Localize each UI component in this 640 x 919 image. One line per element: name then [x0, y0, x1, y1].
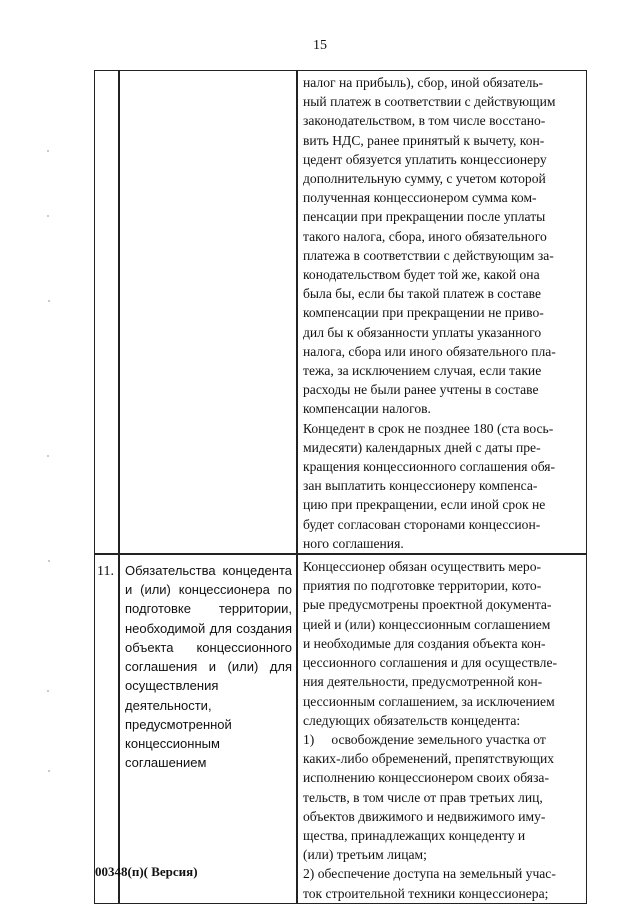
content-paragraph: Концедент в срок не позднее 180 (ста вось- мидесяти) календарных дней с даты пре- кращения концессионного соглашения обя- зан выплатить концессионеру компенса- цию при прекращении, если иной срок не будет согласован сторонами концессион- ного соглашения. — [303, 420, 556, 551]
scan-speck — [47, 150, 49, 152]
row-name-cell — [119, 70, 297, 554]
row-number-cell — [94, 70, 119, 554]
content-paragraph: 1) освобождение земельного участка от каких-либо обременений, препятствующих исполнению концессионером своих обяза- тельств, в том числе от прав третьих лиц, объектов движимого и недвижимого иму- щества, принадлежащих концеденту и (или) третьим лицам; — [303, 731, 555, 863]
row-name: Обязательства концедента и (или) концессионера по подготовке территории, необходимой для создания объекта концессионного соглашения и (или) для осуществления деятельности, предусмотренной концессионным соглашением — [119, 554, 297, 904]
content-paragraph: налог на прибыль), сбор, иной обязатель- ный платеж в соответствии с действующим законодательством, в том числе восстано- вить НДС, ранее принятый к вычету, кон- цедент обязуется уплатить концессионеру дополнительную сумму, с учетом которой полученная концессионером сумма ком- пенсации при прекращении после уплаты такого налога, сбора, иного обязательного платежа в соответствии с действующим за- конодательством будет той же, какой она была бы, если бы такой платеж в составе компенсации при прекращении не приво- дил бы к обязанности уплаты указанного налога, сбора или иного обязательного пла- тежа, за исключением случая, если такие расходы не были ранее учтены в составе компенсации налогов. — [303, 75, 556, 417]
scan-speck — [48, 770, 50, 772]
scan-speck — [47, 455, 49, 457]
page-number: 15 — [313, 38, 327, 53]
row-content-cell — [297, 554, 587, 904]
table-row — [94, 554, 587, 904]
row-number-cell — [94, 554, 119, 904]
document-code: 00348(п)( Версия) — [95, 864, 198, 879]
content-paragraph: 2) обеспечение доступа на земельный учас- ток строительной техники концессионера; — [303, 866, 556, 901]
agreement-table — [94, 70, 587, 904]
row-number: 11. — [94, 554, 119, 904]
content-paragraph: Концессионер обязан осуществить меро- приятия по подготовке территории, кото- рые предусмотрены проектной документа- цией и (или) концессионным соглашением и необходимые для создания объекта кон- цессионного соглашения и для осуществле- ния деятельности, предусмотренной кон- цессионным соглашением, за исключением следующих обязательств концедента: — [303, 559, 558, 728]
scan-speck — [47, 215, 49, 217]
scan-speck — [48, 560, 50, 562]
row-name-cell — [119, 554, 297, 904]
scan-speck — [48, 300, 50, 302]
row-content-cell — [297, 70, 587, 554]
scan-speck — [47, 690, 49, 692]
table-row — [94, 70, 587, 554]
